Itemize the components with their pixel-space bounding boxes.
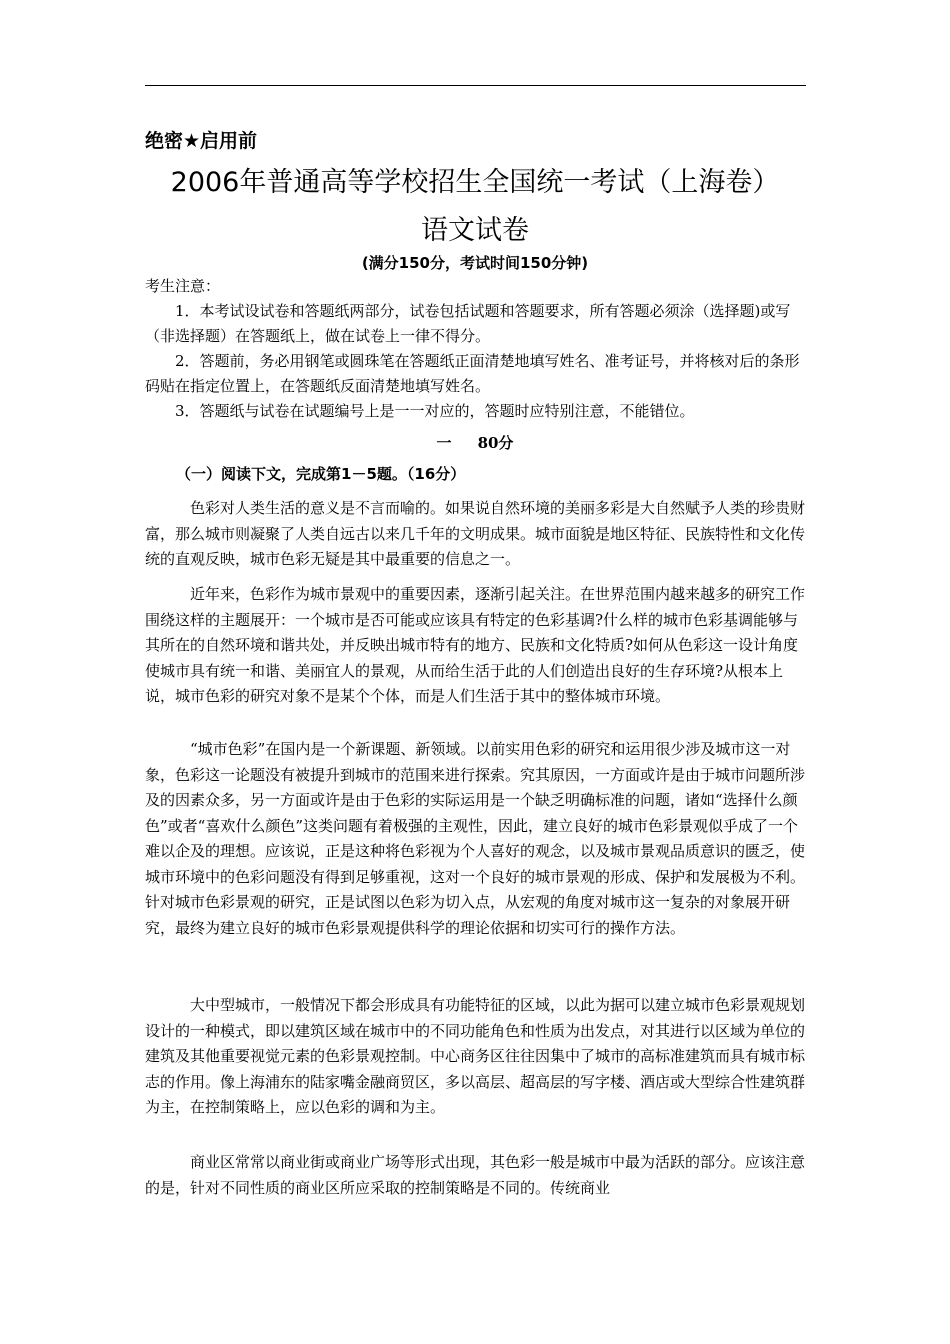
question-heading: （一）阅读下文，完成第1－5题。（16分）	[176, 465, 466, 483]
section-number: 一	[436, 434, 452, 452]
passage-paragraph: “城市色彩”在国内是一个新课题、新领域。以前实用色彩的研究和运用很少涉及城市这一对象，色彩这一论题没有被提升到城市的范围来进行探索。究其原因，一方面或许是由于城市问题所涉及的因素众多，另一方面或许是由于色彩的实际运用是一个缺乏明确标准的问题，诸如“选择什么颜色”或者“喜欢什么颜色”这类问题有着极强的主观性，因此，建立良好的城市色彩景观似乎成了一个难以企及的理想。应该说，正是这种将色彩视为个人喜好的观念，以及城市景观品质意识的匮乏，使城市环境中的色彩问题没有得到足够重视，这对一个良好的城市景观的形成、保护和发展极为不利。针对城市色彩景观的研究，正是试图以色彩为切入点，从宏观的角度对城市这一复杂的对象展开研究，最终为建立良好的城市色彩景观提供科学的理论依据和切实可行的操作方法。	[145, 740, 806, 937]
secret-label: 绝密★启用前	[145, 130, 258, 152]
notice-label: 考生注意：	[145, 277, 221, 295]
passage-paragraph: 大中型城市，一般情况下都会形成具有功能特征的区域，以此为据可以建立城市色彩景观规划设计的一种模式，即以建筑区域在城市中的不同功能角色和性质为出发点，对其进行以区域为单位的建筑及其他重要视觉元素的色彩景观控制。中心商务区往往因集中了城市的高标准建筑而具有城市标志的作用。像上海浦东的陆家嘴金融商贸区，多以高层、超高层的写字楼、酒店或大型综合性建筑群为主，在控制策略上，应以色彩的调和为主。	[145, 996, 806, 1116]
notice-item: 3．答题纸与试卷在试题编号上是一一对应的，答题时应特别注意，不能错位。	[175, 402, 695, 420]
section-heading	[0, 432, 950, 453]
exam-subject: 语文试卷	[421, 215, 529, 246]
exam-title: 2006年普通高等学校招生全国统一考试（上海卷）	[170, 167, 780, 198]
notice-item: 2．答题前，务必用钢笔或圆珠笔在答题纸正面清楚地填写姓名、准考证号，并将核对后的条形码贴在指定位置上，在答题纸反面清楚地填写姓名。	[145, 352, 800, 395]
score-time-note: (满分150分，考试时间150分钟)	[361, 254, 589, 272]
header-rule	[145, 85, 806, 86]
passage-paragraph: 近年来，色彩作为城市景观中的重要因素，逐渐引起关注。在世界范围内越来越多的研究工作围绕这样的主题展开：一个城市是否可能或应该具有特定的色彩基调?什么样的城市色彩基调能够与其所在的自然环境和谐共处，并反映出城市特有的地方、民族和文化特质?如何从色彩这一设计角度使城市具有统一和谐、美丽宜人的景观，从而给生活于此的人们创造出良好的生存环境?从根本上说，城市色彩的研究对象不是某个个体，而是人们生活于其中的整体城市环境。	[145, 585, 806, 705]
passage-paragraph: 色彩对人类生活的意义是不言而喻的。如果说自然环境的美丽多彩是大自然赋予人类的珍贵财富，那么城市则凝聚了人类自远古以来几千年的文明成果。城市面貌是地区特征、民族特性和文化传统的直观反映，城市色彩无疑是其中最重要的信息之一。	[145, 499, 806, 568]
passage-paragraph: 商业区常常以商业街或商业广场等形式出现，其色彩一般是城市中最为活跃的部分。应该注意的是，针对不同性质的商业区所应采取的控制策略是不同的。传统商业	[145, 1153, 806, 1197]
notice-item: 1．本考试设试卷和答题纸两部分，试卷包括试题和答题要求，所有答题必须涂（选择题)或写（非选择题）在答题纸上，做在试卷上一律不得分。	[145, 302, 791, 345]
section-points: 80分	[477, 434, 514, 452]
